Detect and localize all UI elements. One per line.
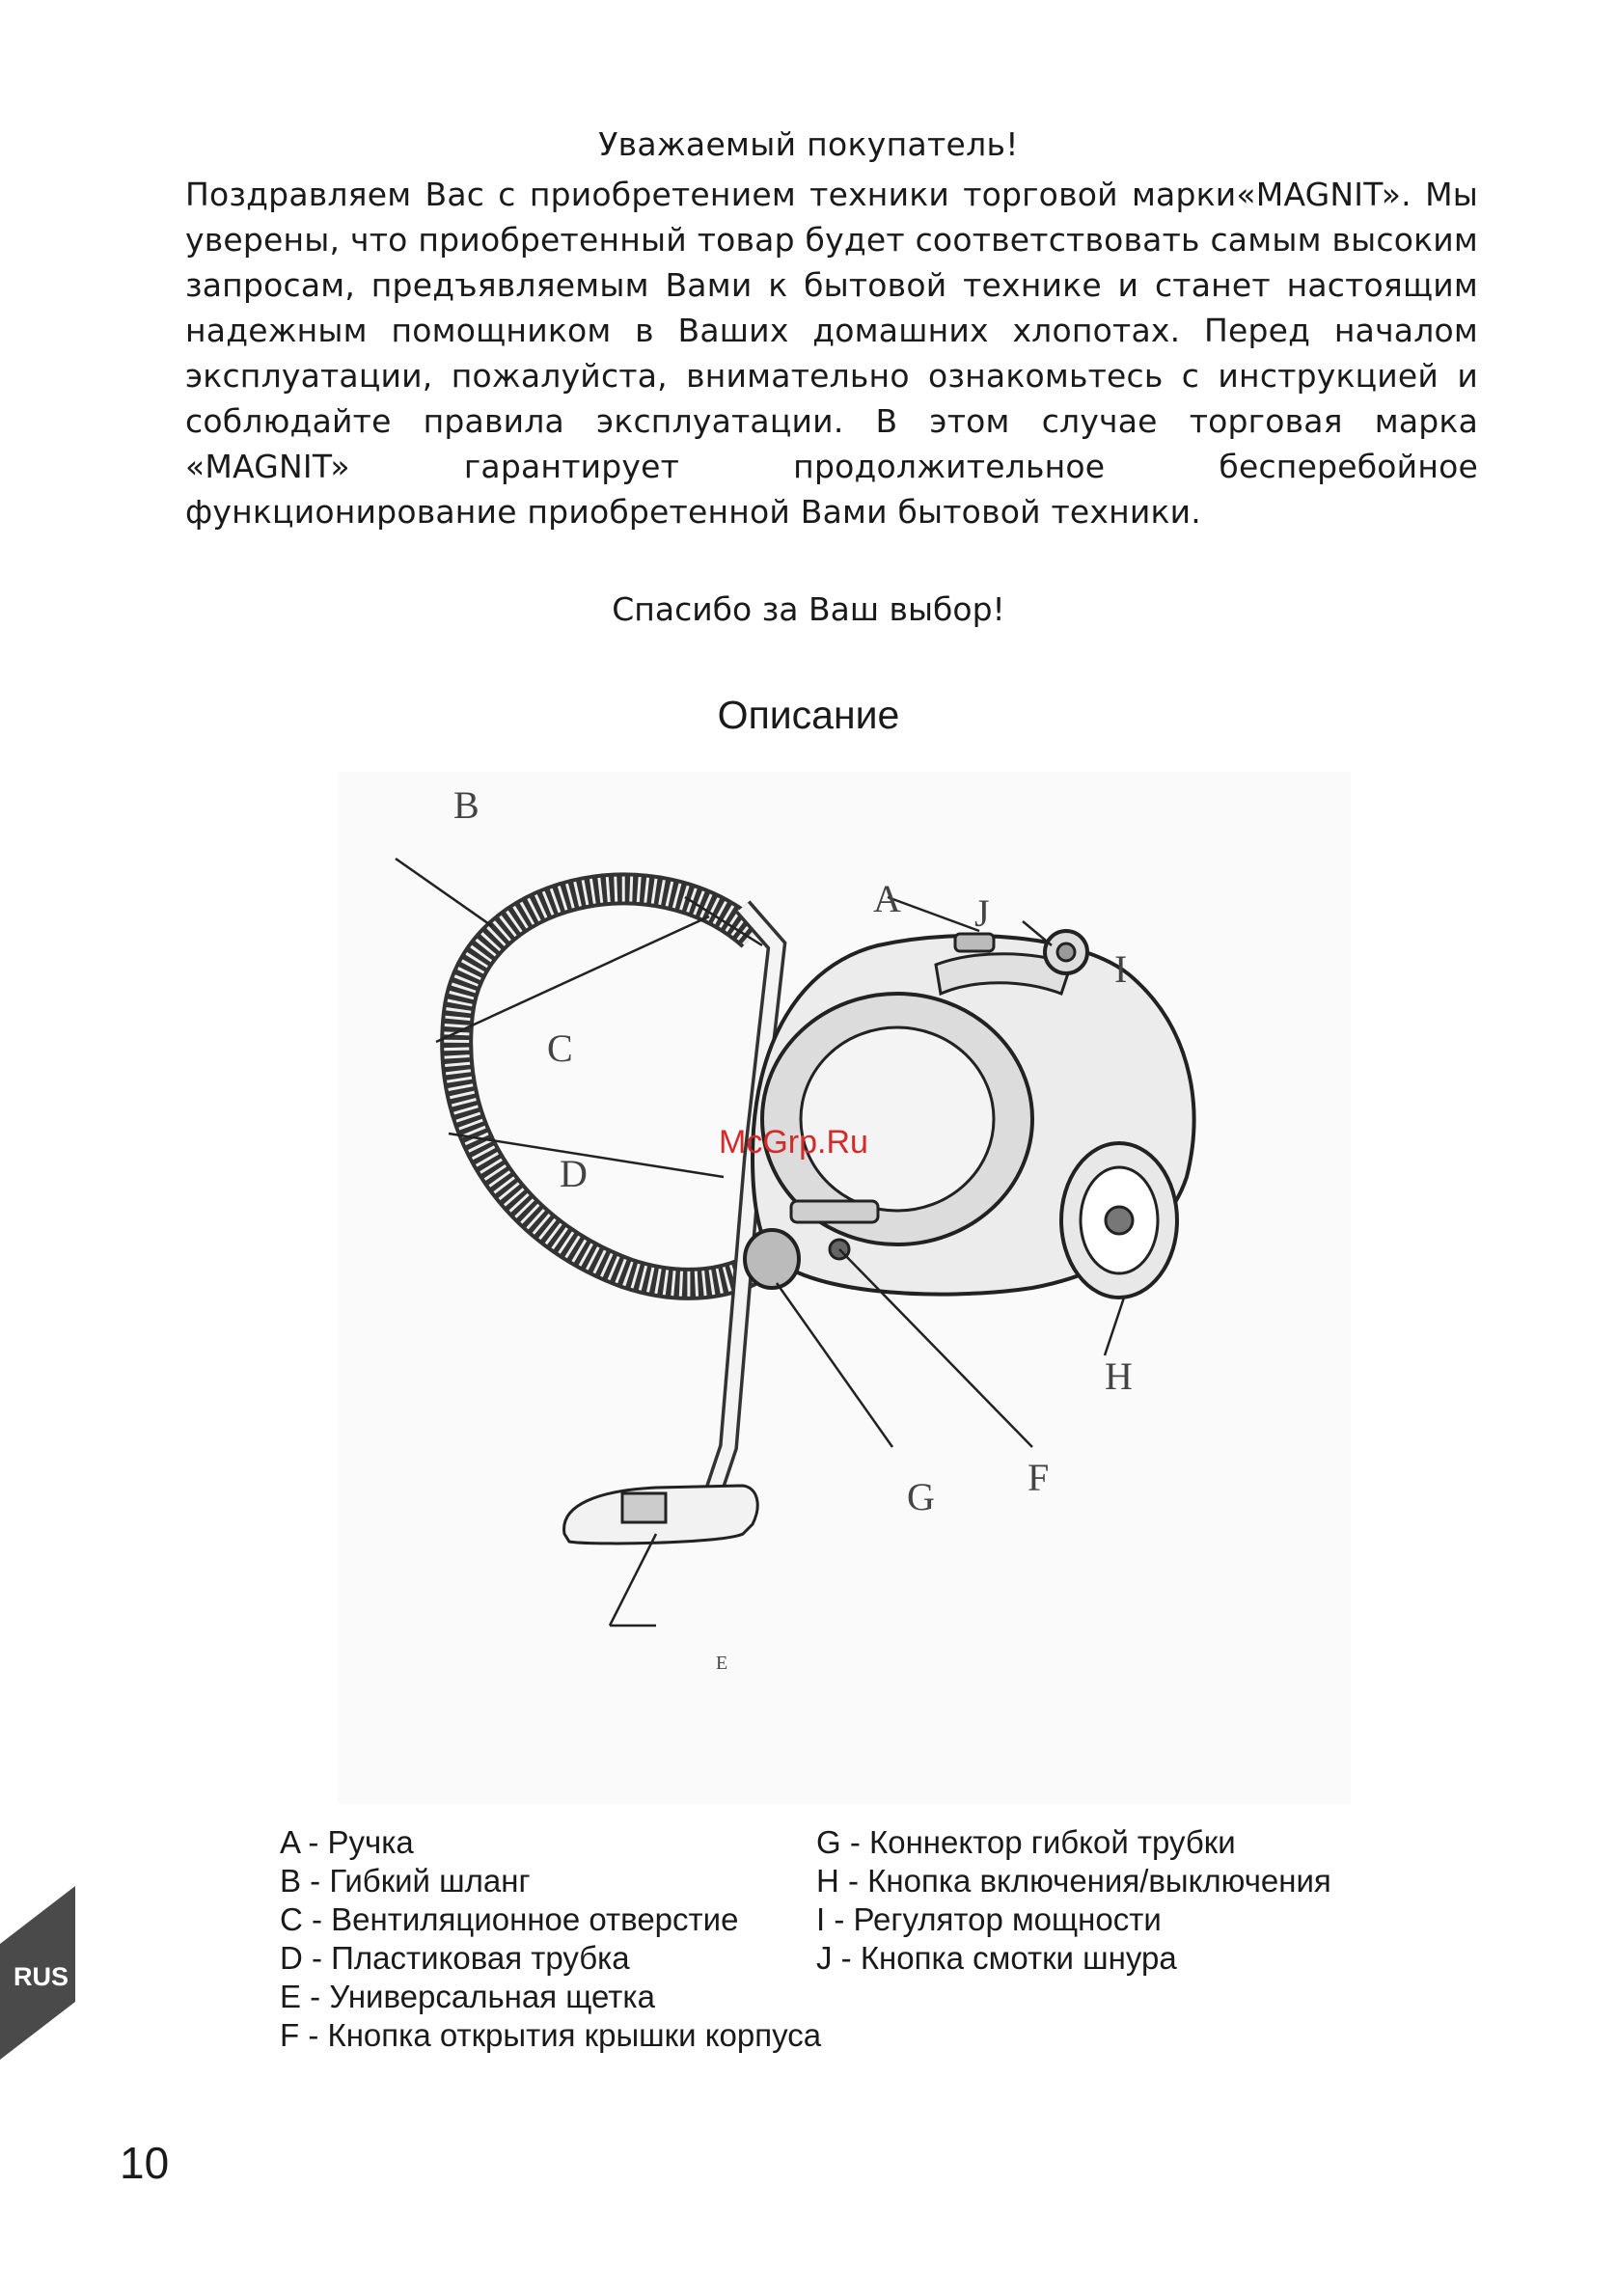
watermark: McGrp.Ru <box>719 1124 868 1161</box>
lid-open-button <box>791 1201 878 1222</box>
cord-rewind-button <box>955 934 994 951</box>
intro-paragraph: Поздравляем Вас с приобретением техники торговой марки«MAGNIT». Мы уверены, что приобретенный товар будет соответствовать самым высоким запросам, предъявляемым Вами к бытовой технике и станет настоящим надежным помощником в Ваших домашних хлопотах. Перед началом эксплуатации, пожалуйста, внимательно ознакомьтесь с инструкцией и соблюдайте правила эксплуатации. В этом случае торговая марка «MAGNIT» гарантирует продолжительное бесперебойное функционирование приобретенной Вами бытовой техники. <box>185 176 1478 531</box>
greeting-heading: Уважаемый покупатель! <box>598 125 1019 163</box>
section-title: Описание <box>717 693 900 737</box>
label-c: C <box>547 1026 573 1070</box>
legend-item: B - Гибкий шланг <box>280 1863 531 1899</box>
legend-item: G - Коннектор гибкой трубки <box>816 1824 1236 1860</box>
legend-left-column <box>280 1823 821 2055</box>
language-label: RUS <box>14 1962 69 1991</box>
label-h: H <box>1105 1354 1133 1398</box>
vacuum-cleaner-diagram <box>338 772 1351 1804</box>
legend-item: D - Пластиковая трубка <box>280 1940 630 1976</box>
legend-item: F - Кнопка открытия крышки корпуса <box>280 2017 822 2053</box>
legend-right-column <box>816 1823 1331 1978</box>
legend-item: C - Вентиляционное отверстие <box>280 1901 739 1937</box>
thanks-line: Спасибо за Ваш выбор! <box>612 590 1005 628</box>
label-b: B <box>453 783 480 827</box>
legend-item: H - Кнопка включения/выключения <box>816 1863 1331 1899</box>
legend-item: E - Универсальная щетка <box>280 1979 655 2014</box>
hose-connector <box>745 1230 799 1288</box>
label-d: D <box>560 1152 588 1195</box>
page-number: 10 <box>120 2138 170 2188</box>
legend-item: I - Регулятор мощности <box>816 1901 1162 1937</box>
label-j: J <box>974 891 990 935</box>
hose <box>456 888 762 1283</box>
legend-item: A - Ручка <box>280 1824 414 1860</box>
label-f: F <box>1028 1456 1050 1499</box>
label-e: E <box>716 1653 728 1674</box>
label-g: G <box>907 1475 935 1518</box>
legend-item: J - Кнопка смотки шнура <box>816 1940 1177 1976</box>
label-i: I <box>1114 947 1128 991</box>
vacuum-illustration <box>338 772 1351 1804</box>
label-a: A <box>873 877 901 920</box>
